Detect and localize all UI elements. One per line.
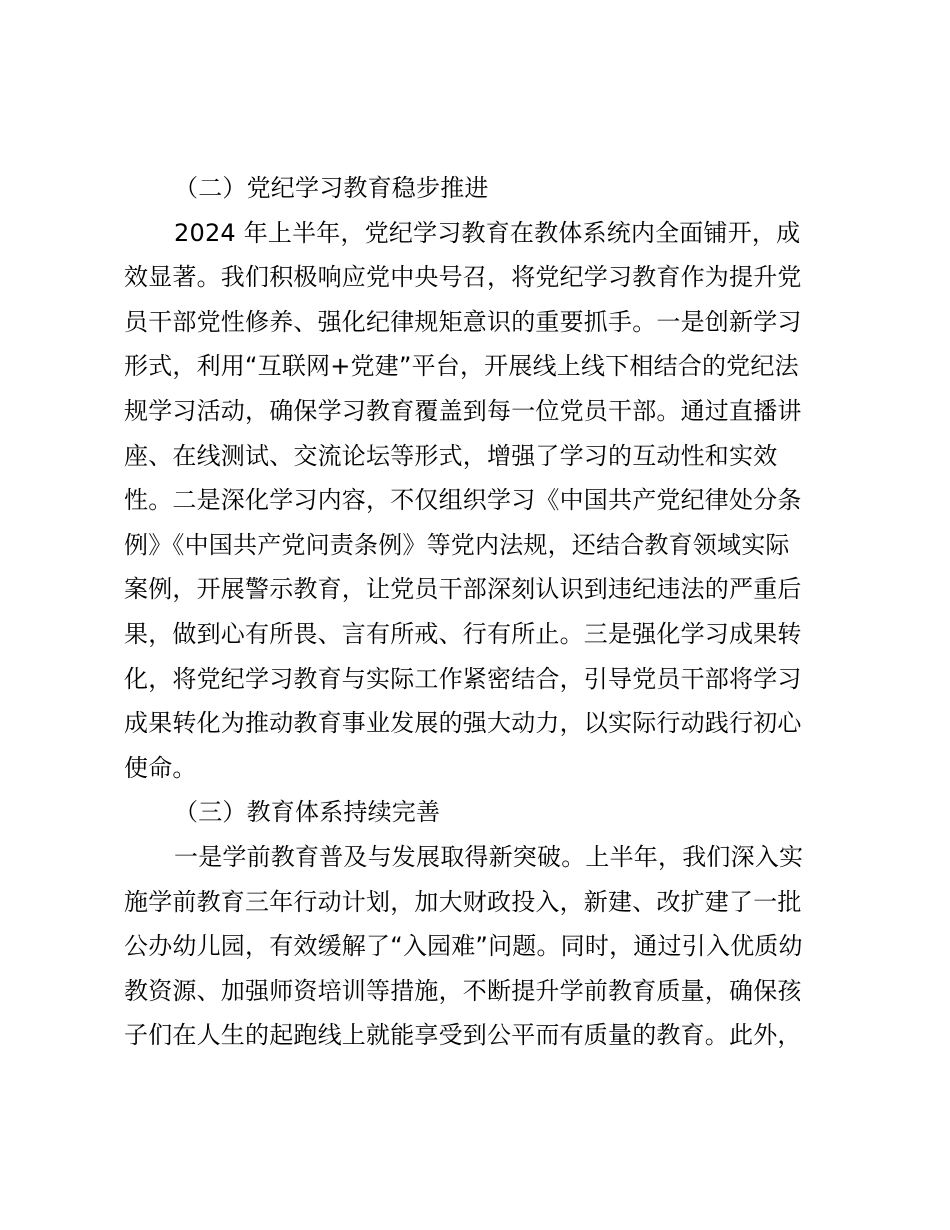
section-heading: （二）党纪学习教育稳步推进 xyxy=(174,174,489,202)
paragraph-line: 员干部党性修养、强化纪律规矩意识的重要抓手。一是创新学习 xyxy=(124,307,802,336)
paragraph xyxy=(124,835,824,1058)
paragraph-line: 例》《中国共产党问责条例》等党内法规，还结合教育领域实际 xyxy=(124,530,790,559)
paragraph-line: 性。二是深化学习内容，不仅组织学习《中国共产党纪律处分条 xyxy=(124,486,802,515)
paragraph-line: 化，将党纪学习教育与实际工作紧密结合，引导党员干部将学习 xyxy=(124,664,802,693)
section-heading: （三）教育体系持续完善 xyxy=(174,798,441,827)
paragraph-line: 规学习活动，确保学习教育覆盖到每一位党员干部。通过直播讲 xyxy=(124,396,802,425)
paragraph-line: 果，做到心有所畏、言有所戒、行有所止。三是强化学习成果转 xyxy=(124,619,802,648)
paragraph-line: 公办幼儿园，有效缓解了“入园难”问题。同时，通过引入优质幼 xyxy=(124,932,803,961)
paragraph-line: 施学前教育三年行动计划，加大财政投入，新建、改扩建了一批 xyxy=(124,887,802,916)
paragraph-line: 使命。 xyxy=(124,753,197,782)
paragraph-line: 2024 年上半年，党纪学习教育在教体系统内全面铺开，成 xyxy=(174,218,801,247)
paragraph-line: 教资源、加强师资培训等措施，不断提升学前教育质量，确保孩 xyxy=(124,976,802,1005)
paragraph-line: 子们在人生的起跑线上就能享受到公平而有质量的教育。此外， xyxy=(124,1021,802,1050)
paragraph-line: 座、在线测试、交流论坛等形式，增强了学习的互动性和实效 xyxy=(124,441,778,470)
paragraph-line: 一是学前教育普及与发展取得新突破。上半年，我们深入实 xyxy=(174,842,804,871)
document-body xyxy=(124,166,824,1058)
paragraph-line: 效显著。我们积极响应党中央号召，将党纪学习教育作为提升党 xyxy=(124,263,802,292)
paragraph xyxy=(124,211,824,791)
paragraph-line: 形式，利用“互联网+党建”平台，开展线上线下相结合的党纪法 xyxy=(124,352,799,381)
paragraph-line: 案例，开展警示教育，让党员干部深刻认识到违纪违法的严重后 xyxy=(124,575,802,604)
paragraph-line: 成果转化为推动教育事业发展的强大动力，以实际行动践行初心 xyxy=(124,709,802,738)
